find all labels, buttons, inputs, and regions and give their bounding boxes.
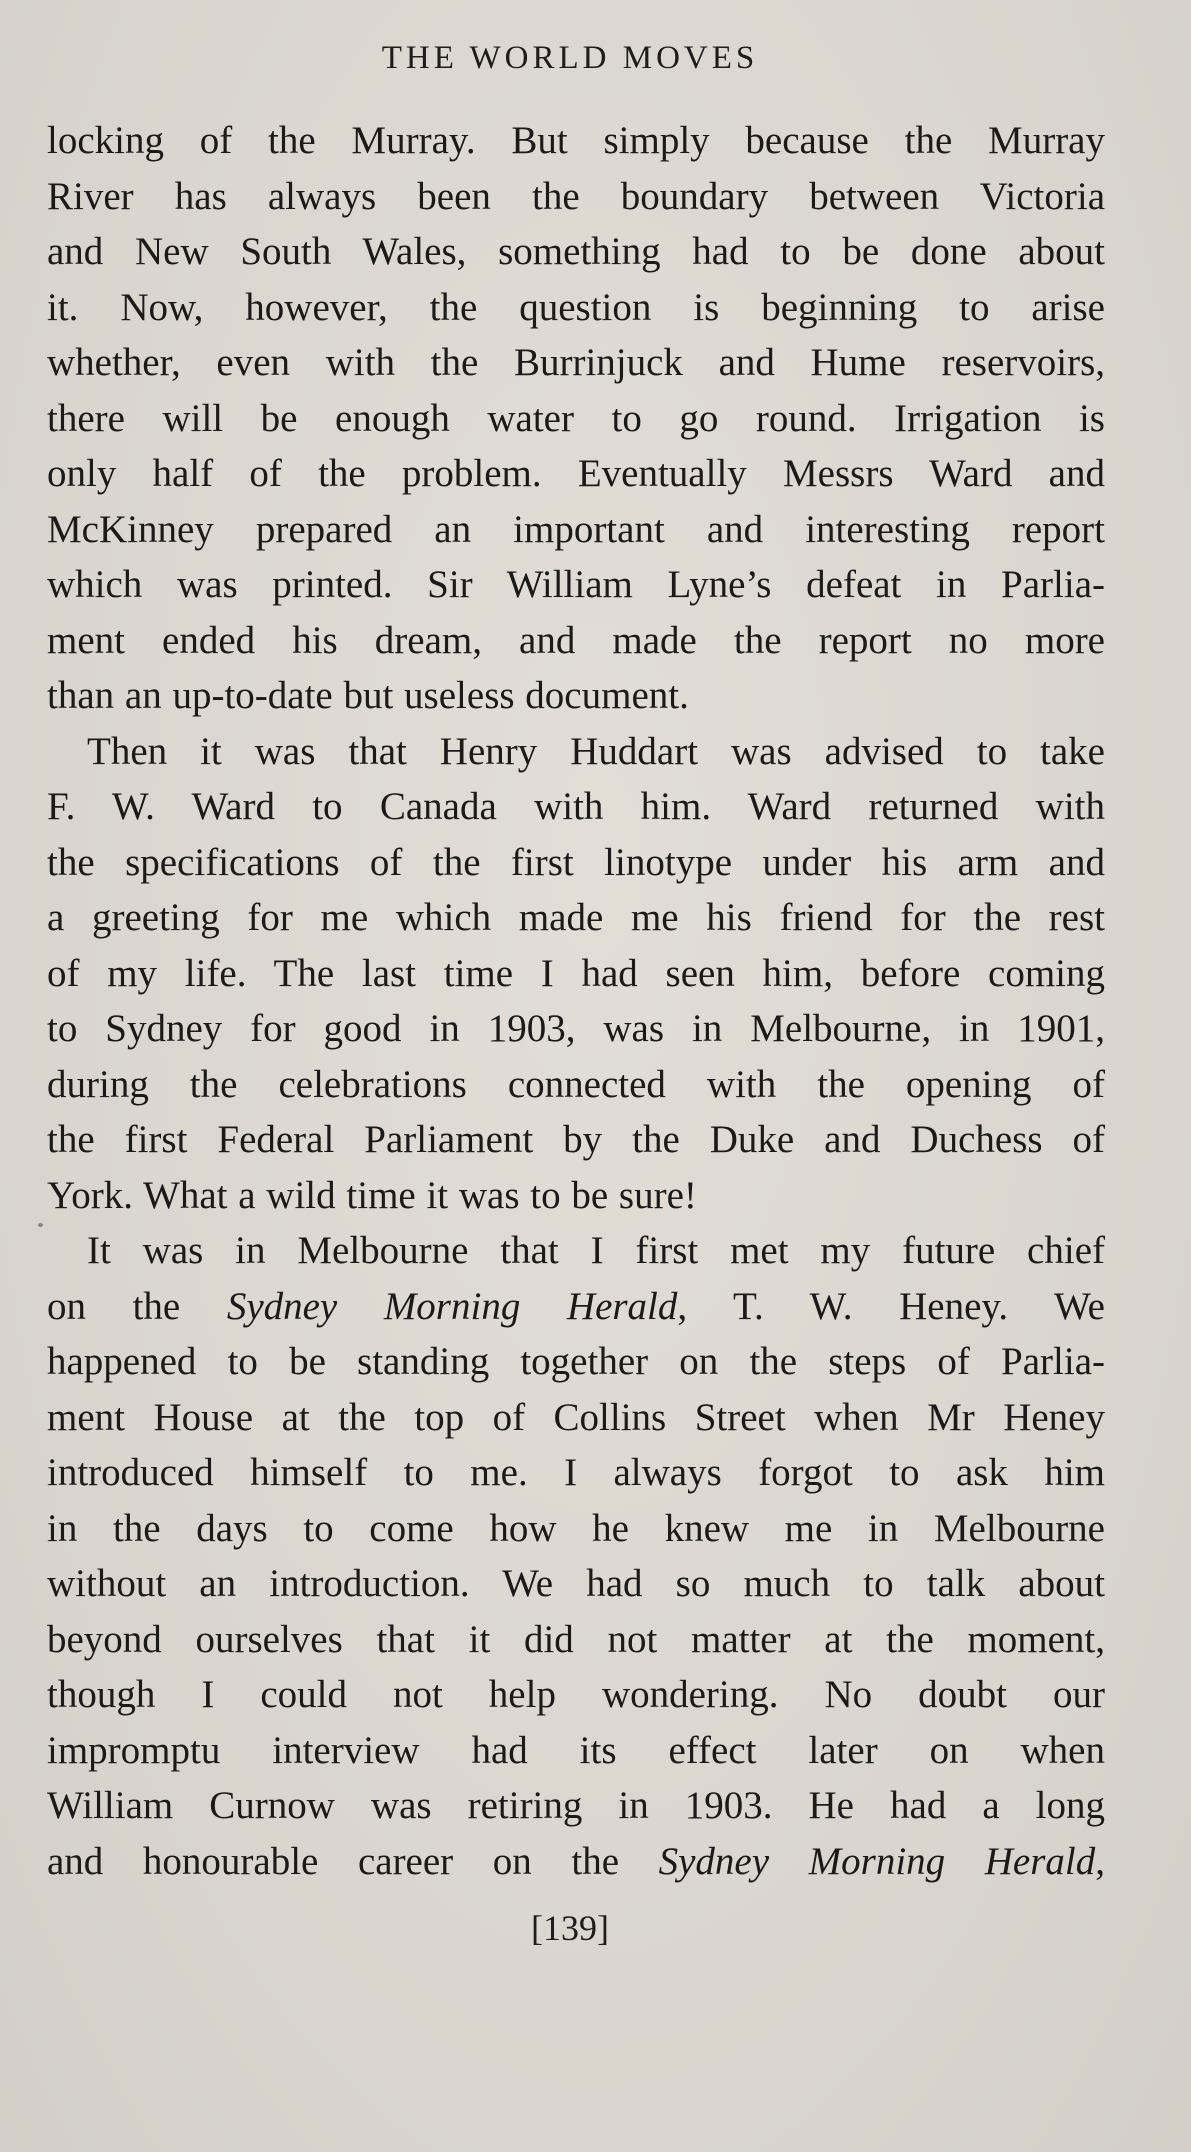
text-line: the specifications of the first linotype under his arm and (47, 840, 1105, 884)
text-line (47, 1834, 1105, 1890)
text-line: McKinney prepared an important and interesting report (47, 507, 1105, 551)
text-line: River has always been the boundary between Victoria (47, 174, 1105, 218)
paragraph-start-line: It was in Melbourne that I first met my future chief (87, 1229, 1105, 1272)
page-number: [139] (531, 1908, 609, 1948)
text-line: locking of the Murray. But simply because the Murray (47, 119, 1105, 162)
text-line: a greeting for me which made me his friend for the rest (47, 896, 1105, 939)
text-line: of my life. The last time I had seen him, before coming (47, 951, 1105, 995)
text-segment: on the (47, 1284, 227, 1328)
paragraph-start-line: Then it was that Henry Huddart was advised to take (87, 729, 1105, 773)
text-line: and New South Wales, something had to be done about (47, 230, 1105, 273)
text-segment: and honourable career on the (47, 1839, 659, 1883)
text-line: though I could not help wondering. No doubt our (47, 1673, 1105, 1716)
text-line: ment ended his dream, and made the report no more (47, 618, 1105, 662)
paragraph-end-line: York. What a wild time it was to be sure! (47, 1173, 697, 1217)
running-head: THE WORLD MOVES (381, 40, 759, 76)
text-line: impromptu interview had its effect later on when (47, 1728, 1105, 1772)
text-line: whether, even with the Burrinjuck and Hume reservoirs, (47, 341, 1105, 384)
text-line: beyond ourselves that it did not matter at the moment, (47, 1617, 1105, 1661)
text-segment: , (1095, 1839, 1105, 1883)
text-line: to Sydney for good in 1903, was in Melbourne, in 1901, (47, 1007, 1105, 1050)
text-segment: , T. W. Heney. We (677, 1284, 1105, 1328)
paragraph-end-line: than an up-to-date but useless document. (47, 674, 689, 717)
text-line: William Curnow was retiring in 1903. He had a long (47, 1784, 1105, 1827)
newspaper-title-italic: Sydney Morning Herald (658, 1839, 1096, 1883)
text-line: there will be enough water to go round. Irrigation is (47, 396, 1105, 440)
newspaper-title-italic: Sydney Morning Herald (226, 1284, 678, 1328)
text-line: only half of the problem. Eventually Messrs Ward and (47, 452, 1105, 495)
paper-speck (38, 1223, 43, 1227)
text-line: in the days to come how he knew me in Melbourne (47, 1506, 1105, 1550)
body-text (47, 113, 1105, 1889)
text-line (47, 1279, 1105, 1335)
text-line: happened to be standing together on the steps of Parlia- (47, 1340, 1105, 1383)
text-line: which was printed. Sir William Lyne’s defeat in Parlia- (47, 563, 1105, 606)
text-line: the first Federal Parliament by the Duke and Duchess of (47, 1118, 1105, 1161)
text-line: without an introduction. We had so much to talk about (47, 1562, 1105, 1605)
text-line: ment House at the top of Collins Street when Mr Heney (47, 1395, 1105, 1439)
text-line: F. W. Ward to Canada with him. Ward returned with (47, 785, 1105, 828)
text-line: introduced himself to me. I always forgot to ask him (47, 1451, 1105, 1494)
text-line: during the celebrations connected with the opening of (47, 1062, 1105, 1106)
text-line: it. Now, however, the question is beginning to arise (47, 285, 1105, 329)
